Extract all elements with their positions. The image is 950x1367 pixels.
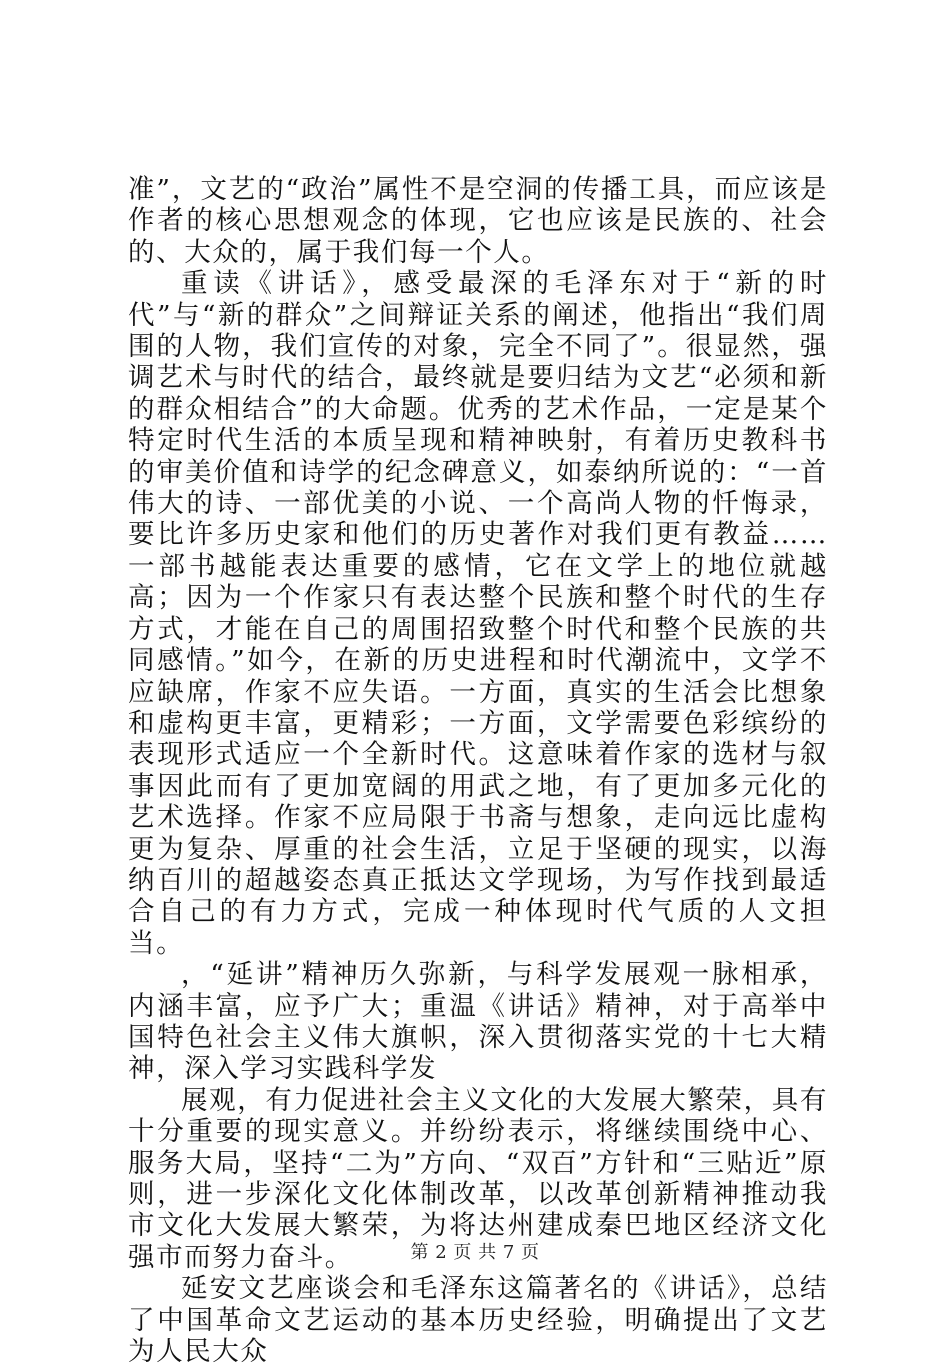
paragraph-2: 重读《讲话》，感受最深的毛泽东对于“新的时代”与“新的群众”之间辩证关系的阐述，他指出“我们周围的人物，我们宣传的对象，完全不同了”。很显然，强调艺术与时代的结合，最终就是要归结为文艺“必须和新的群众相结合”的大命题。优秀的艺术作品，一定是某个特定时代生活的本质呈现和精神映射，有着历史教科书的审美价值和诗学的纪念碑意义，如泰纳所说的：“一首伟大的诗、一部优美的小说、一个高尚人物的忏悔录，要比许多历史家和他们的历史著作对我们更有教益……一部书越能表达重要的感情，它在文学上的地位就越高；因为一个作家只有表达整个民族和整个时代的生存方式，才能在自己的周围招致整个时代和整个民族的共同感情。”如今，在新的历史进程和时代潮流中，文学不应缺席，作家不应失语。一方面，真实的生活会比想象和虚构更丰富，更精彩；一方面，文学需要色彩缤纷的表现形式适应一个全新时代。这意味着作家的选材与叙事因此而有了更加宽阔的用武之地，有了更加多元化的艺术选择。作家不应局限于书斋与想象，走向远比虚构更为复杂、厚重的社会生活，立足于坚硬的现实，以海纳百川的超越姿态真正抵达文学现场，为写作找到最适合自己的有力方式，完成一种体现时代气质的人文担当。 bbox=[128, 268, 828, 959]
paragraph-1: 准”，文艺的“政治”属性不是空洞的传播工具，而应该是作者的核心思想观念的体现，它也应该是民族的、社会的、大众的，属于我们每一个人。 bbox=[128, 174, 828, 268]
paragraph-3: ，“延讲”精神历久弥新，与科学发展观一脉相承，内涵丰富，应予广大；重温《讲话》精神，对于高举中国特色社会主义伟大旗帜，深入贯彻落实党的十七大精神，深入学习实践科学发 bbox=[128, 959, 828, 1085]
paragraph-4: 展观，有力促进社会主义文化的大发展大繁荣，具有十分重要的现实意义。并纷纷表示，将继续围绕中心、服务大局，坚持“二为”方向、“双百”方针和“三贴近”原则，进一步深化文化体制改革，以改革创新精神推动我市文化大发展大繁荣，为将达州建成秦巴地区经济文化强市而努力奋斗。 bbox=[128, 1084, 828, 1273]
document-body bbox=[128, 174, 828, 1367]
page-footer: 第 2 页 共 7 页 bbox=[410, 1242, 540, 1263]
paragraph-5: 延安文艺座谈会和毛泽东这篇著名的《讲话》，总结了中国革命文艺运动的基本历史经验，明确提出了文艺为人民大众 bbox=[128, 1273, 828, 1367]
